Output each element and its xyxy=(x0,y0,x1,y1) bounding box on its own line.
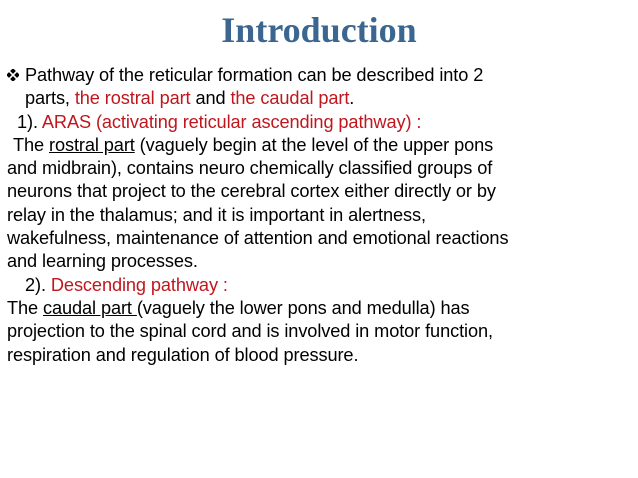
aras-number: 1). xyxy=(17,111,42,132)
caudal-part-highlight: the caudal part xyxy=(230,88,350,109)
bullet-line-2 xyxy=(7,87,633,110)
rostral-part-highlight: the rostral part xyxy=(74,88,191,109)
descending-label: Descending pathway : xyxy=(50,274,228,295)
caudal-l1-rest: (vaguely the lower pons and medulla) has xyxy=(136,297,470,318)
bullet-period: . xyxy=(349,88,355,109)
rostral-term: rostral part xyxy=(49,134,135,155)
rostral-para-line-2: and midbrain), contains neuro chemically classified groups of xyxy=(7,158,493,179)
descending-heading xyxy=(7,274,633,297)
diamond-bullet-icon xyxy=(7,69,19,81)
bullet-and: and xyxy=(190,88,231,109)
bullet-text: Pathway of the reticular formation can be described into 2 xyxy=(25,65,484,85)
caudal-para-line-1 xyxy=(7,297,633,320)
rostral-para-line-3: neurons that project to the cerebral cortex either directly or by xyxy=(7,181,496,202)
rostral-para-line-5: wakefulness, maintenance of attention and emotional reactions xyxy=(7,228,509,249)
slide-body xyxy=(7,64,633,367)
bullet-text-cont: parts, xyxy=(25,88,75,109)
descending-number: 2). xyxy=(25,274,51,295)
caudal-para-line-3: respiration and regulation of blood pressure. xyxy=(7,344,359,365)
aras-label: ARAS (activating reticular ascending pathway) : xyxy=(41,111,422,132)
rostral-para-line-6: and learning processes. xyxy=(7,251,198,272)
rostral-lead: The xyxy=(13,134,49,155)
rostral-para-line-1 xyxy=(7,134,633,157)
caudal-para-line-2: projection to the spinal cord and is involved in motor function, xyxy=(7,321,493,342)
caudal-lead: The xyxy=(7,297,43,318)
bullet-line-1 xyxy=(7,64,633,87)
rostral-l1-rest: (vaguely begin at the level of the upper pons xyxy=(134,134,494,155)
aras-heading xyxy=(7,111,633,134)
slide-title: Introduction xyxy=(221,10,417,50)
rostral-para-line-4: relay in the thalamus; and it is important in alertness, xyxy=(7,204,426,225)
caudal-term: caudal part xyxy=(43,297,137,318)
